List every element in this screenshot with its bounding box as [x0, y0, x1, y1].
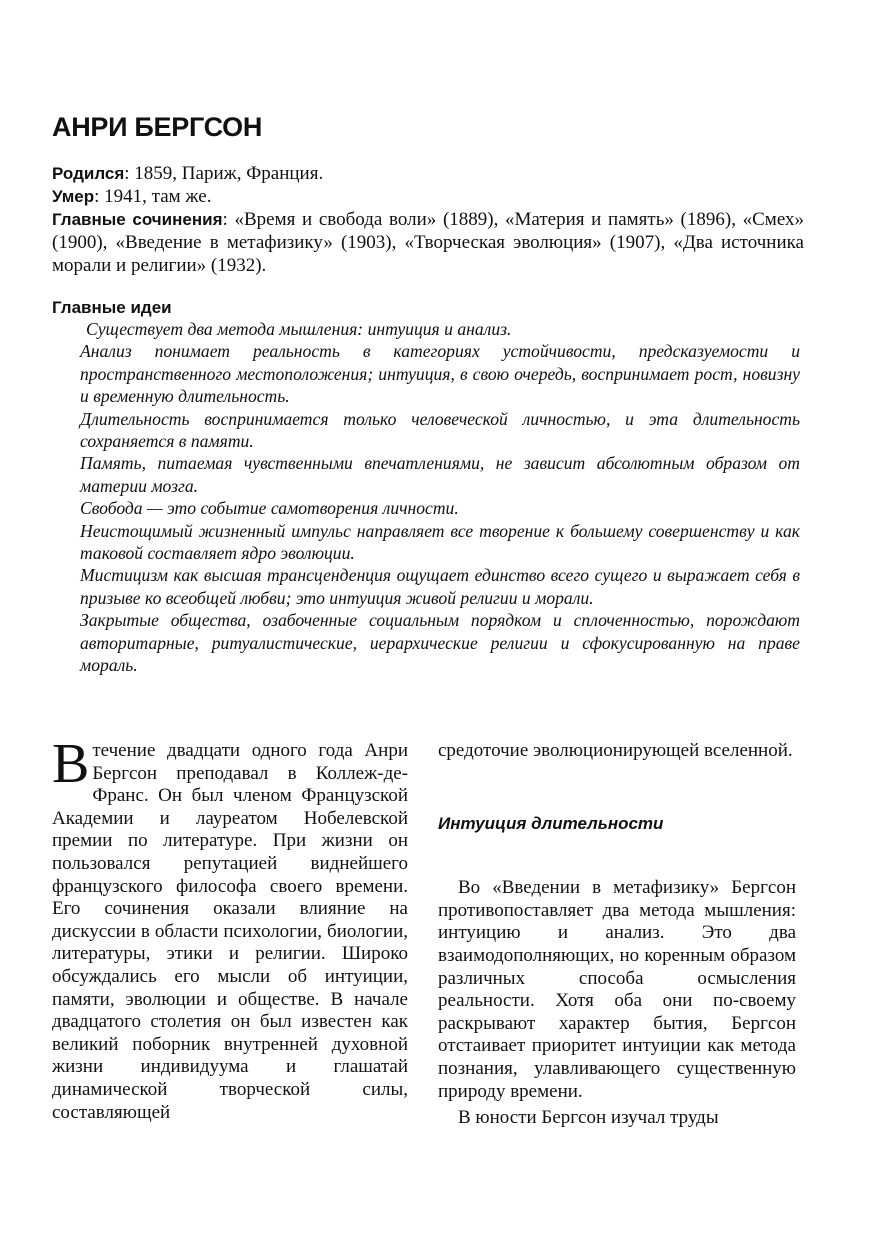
idea-item: Мистицизм как высшая трансценденция ощущает единство всего сущего и выражает себя в призыве ко всеобщей любви; это интуиция живой религии и морали.	[80, 565, 800, 608]
right-column	[438, 740, 796, 1130]
main-ideas-list	[80, 318, 800, 677]
born-label: Родился	[52, 164, 125, 183]
works-value: : «Время и свобода воли» (1889), «Материя и память» (1896), «Смех» (1900), «Введение в метафизику» (1903), «Творческая эволюция» (1907), «Два источника морали и религии» (1932).	[52, 209, 805, 276]
died-value: : 1941, там же.	[94, 186, 212, 207]
intro-text: течение двадцати одного года Анри Бергсон преподавал в Коллеж-де-Франс. Он был членом Французской Академии и лауреатом Нобелевской премии по литературе. При жизни он пользовался репутацией виднейшего французского философа своего времени. Его сочинения оказали влияние на дискуссии в области психологии, биологии, литературы, этики и религии. Широко обсуждались его мысли об интуиции, памяти, эволюции и обществе. В начале двадцатого столетия он был известен как великий поборник внутренней духовной жизни индивидуума и глашатай динамической творческой силы, составляющей	[52, 740, 408, 1123]
body-paragraph: Во «Введении в метафизику» Бергсон противопоставляет два метода мышления: интуицию и анализ. Это два взаимодополняющих, но коренным образом различных способа осмысления реальности. Хотя оба они по-своему раскрывают характер бытия, Бергсон отстаивает приоритет интуиции как метода познания, улавливающего существенную природу времени.	[438, 877, 796, 1102]
works-line	[52, 208, 804, 277]
main-ideas-heading: Главные идеи	[52, 298, 172, 317]
idea-item: Существует два метода мышления: интуиция и анализ.	[86, 319, 512, 339]
drop-cap: В	[52, 733, 90, 795]
idea-item: Длительность воспринимается только человеческой личностью, и эта длительность сохраняется в памяти.	[80, 408, 800, 452]
left-column	[52, 733, 408, 1124]
born-value: : 1859, Париж, Франция.	[124, 163, 324, 184]
works-label: Главные сочинения	[52, 210, 223, 229]
section-heading: Интуиция длительности	[438, 813, 664, 833]
idea-item: Свобода — это событие самотворения личности.	[80, 498, 459, 519]
idea-item: Закрытые общества, озабоченные социальным порядком и сплоченностью, порождают авторитарные, ритуалистические, иерархические религии и сфокусированную на праве мораль.	[80, 610, 800, 676]
page-title: АНРИ БЕРГСОН	[52, 112, 263, 142]
intro-paragraph	[52, 733, 408, 1124]
continuation-paragraph: средоточие эволюционирующей вселенной.	[438, 740, 793, 761]
born-line	[52, 162, 804, 185]
died-label: Умер	[52, 187, 95, 206]
idea-item: Память, питаемая чувственными впечатлениями, не зависит абсолютным образом от материи мозга.	[80, 453, 800, 496]
body-paragraph: В юности Бергсон изучал труды	[458, 1107, 719, 1129]
biography-info	[52, 162, 804, 277]
died-line	[52, 185, 804, 208]
idea-item: Анализ понимает реальность в категориях устойчивости, предсказуемости и пространственного местоположения; интуиция, в свою очередь, воспринимает рост, новизну и временную длительность.	[80, 341, 800, 407]
idea-item: Неистощимый жизненный импульс направляет все творение к большему совершенству и как таковой составляет ядро эволюции.	[80, 520, 800, 564]
